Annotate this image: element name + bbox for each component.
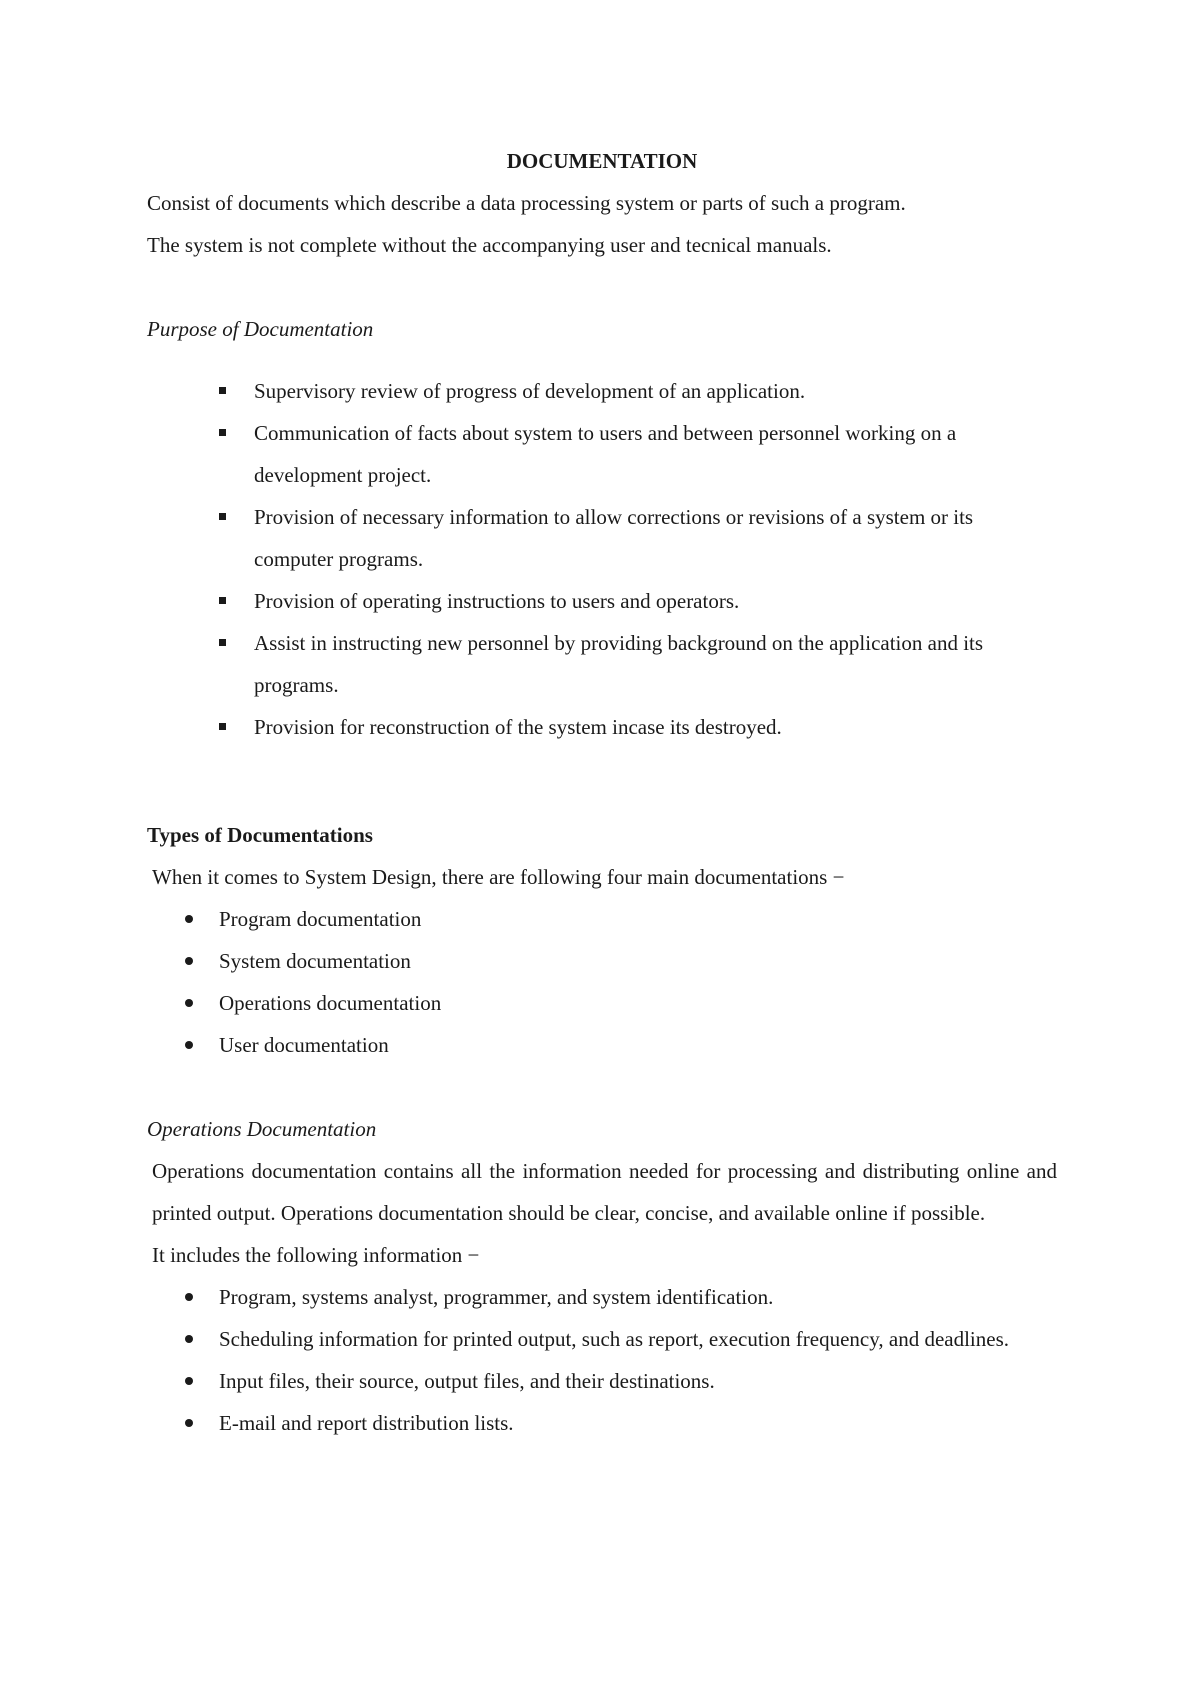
purpose-item: Assist in instructing new personnel by providing background on the application and its programs. (147, 622, 1057, 706)
operations-item: E-mail and report distribution lists. (147, 1402, 1057, 1444)
document-page (147, 140, 1057, 1444)
purpose-item: Supervisory review of progress of development of an application. (147, 370, 1057, 412)
purpose-item: Provision of operating instructions to users and operators. (147, 580, 1057, 622)
purpose-item: Communication of facts about system to users and between personnel working on a development project. (147, 412, 1057, 496)
document-title: DOCUMENTATION (506, 149, 698, 173)
operations-list (147, 1276, 1057, 1444)
operations-item: Program, systems analyst, programmer, and system identification. (147, 1276, 1057, 1318)
types-item: System documentation (147, 940, 1057, 982)
operations-item: Scheduling information for printed output, such as report, execution frequency, and deadlines. (147, 1318, 1057, 1360)
types-item: Program documentation (147, 898, 1057, 940)
intro-line-2: The system is not complete without the accompanying user and tecnical manuals. (147, 233, 832, 257)
types-item: User documentation (147, 1024, 1057, 1066)
types-intro: When it comes to System Design, there are following four main documentations − (152, 865, 845, 889)
purpose-list (147, 370, 1057, 748)
types-list (147, 898, 1057, 1066)
operations-includes: It includes the following information − (152, 1243, 480, 1267)
types-item: Operations documentation (147, 982, 1057, 1024)
purpose-heading: Purpose of Documentation (147, 317, 374, 341)
purpose-item: Provision for reconstruction of the system incase its destroyed. (147, 706, 1057, 748)
operations-item: Input files, their source, output files, and their destinations. (147, 1360, 1057, 1402)
operations-paragraph: Operations documentation contains all the information needed for processing and distributing online and printed output. Operations documentation should be clear, concise, and available online if possible. (152, 1159, 1057, 1225)
types-heading: Types of Documentations (147, 823, 373, 847)
operations-heading: Operations Documentation (147, 1117, 377, 1141)
intro-line-1: Consist of documents which describe a data processing system or parts of such a program. (147, 191, 906, 215)
purpose-item: Provision of necessary information to allow corrections or revisions of a system or its computer programs. (147, 496, 1057, 580)
